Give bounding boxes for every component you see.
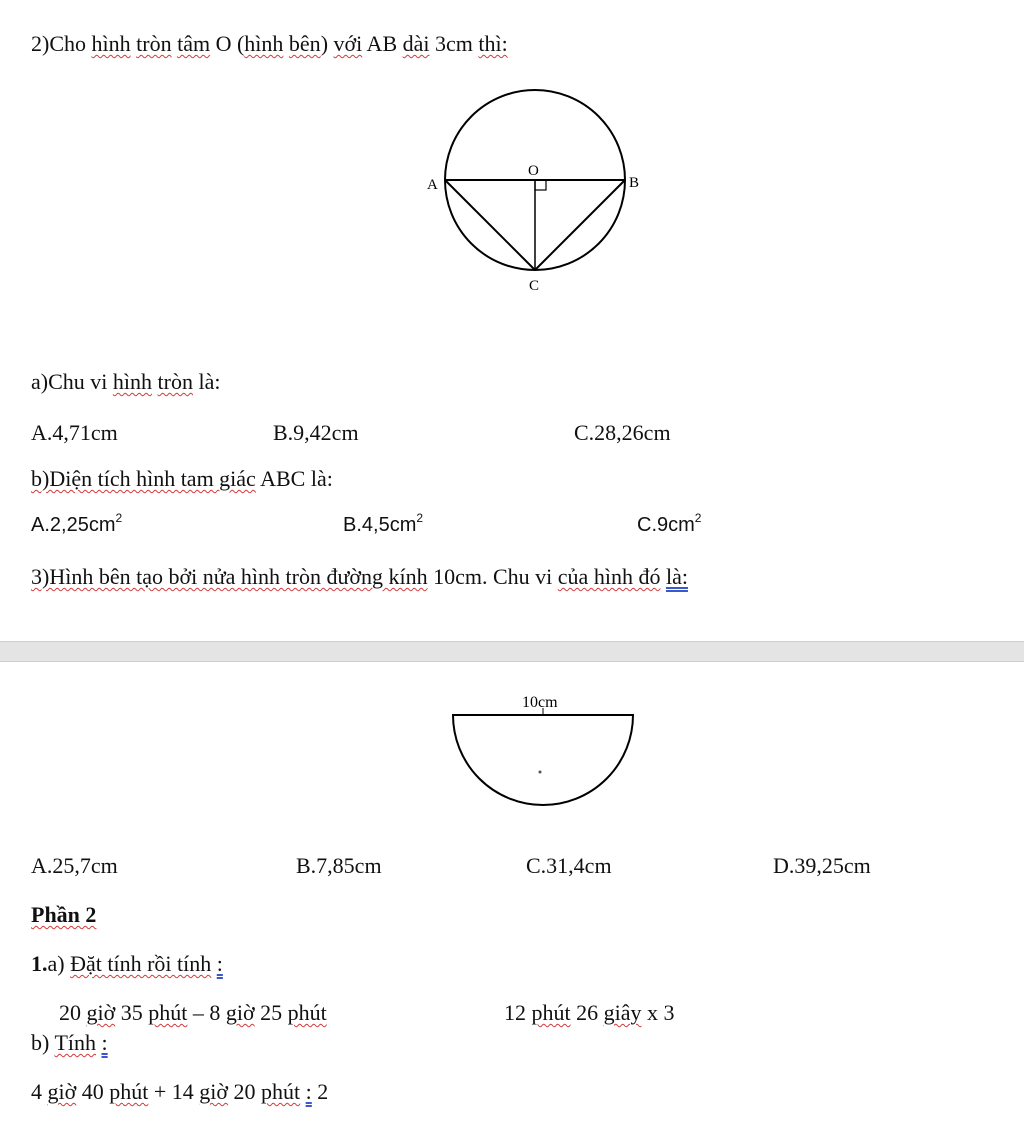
question-3-title [31, 566, 688, 588]
diameter-label: 10cm [522, 694, 558, 711]
option-2b-b[interactable] [343, 511, 424, 536]
text: giờ [199, 1079, 229, 1104]
label-b: B [629, 175, 640, 191]
option-3-b[interactable]: B.7,85cm [296, 853, 382, 878]
expression-1 [59, 1002, 327, 1024]
label-a: A [427, 177, 438, 193]
text: hình [244, 31, 284, 56]
text: 10cm. Chu vi [427, 564, 558, 589]
text: giây [603, 1000, 642, 1025]
center-dot [539, 771, 542, 774]
option-2b-a[interactable] [31, 511, 123, 536]
question-2a [31, 371, 220, 393]
text: hình [91, 31, 131, 56]
text: 2)Cho [31, 31, 92, 56]
part-2-question-1b [31, 1032, 108, 1054]
text: là: [192, 369, 221, 394]
option-2a-b[interactable]: B.9,42cm [273, 420, 359, 445]
text: 1. [31, 951, 48, 976]
text: 20 [59, 1000, 87, 1025]
part-2-question-1a [31, 953, 223, 975]
expression-2 [504, 1002, 675, 1024]
text: – 8 [187, 1000, 226, 1025]
superscript: 2 [694, 511, 702, 525]
text: O ( [210, 31, 245, 56]
text: x 3 [641, 1000, 675, 1025]
option-2a-a[interactable]: A.4,71cm [31, 420, 118, 445]
text: hình [112, 369, 153, 394]
text: 3cm [429, 31, 479, 56]
text: A.2,25cm [31, 514, 116, 536]
label-o: O [528, 163, 539, 179]
segment-bc [535, 180, 625, 270]
text: Tính [54, 1030, 96, 1055]
text: 4 [31, 1079, 48, 1104]
option-3-a[interactable]: A.25,7cm [31, 853, 118, 878]
text: C.9cm [637, 514, 695, 536]
text: với [333, 31, 363, 56]
superscript: 2 [115, 511, 123, 525]
text: thì: [478, 31, 508, 56]
text: ) [320, 31, 334, 56]
text: B.4,5cm [343, 514, 417, 536]
segment-ac [445, 180, 535, 270]
expression-3 [31, 1081, 328, 1103]
option-2a-c[interactable]: C.28,26cm [574, 420, 671, 445]
text: là: [665, 564, 688, 589]
text: Phần 2 [31, 902, 97, 927]
label-c: C [529, 278, 540, 294]
text: AB [362, 31, 403, 56]
text: b) [31, 1030, 55, 1055]
text: tròn [157, 369, 193, 394]
text: giờ [86, 1000, 116, 1025]
text: phút [261, 1079, 301, 1104]
text: b)Diện tích hình tam giác [31, 466, 256, 491]
text: : [216, 951, 223, 976]
text: giờ [47, 1079, 77, 1104]
text: ABC là: [255, 466, 333, 491]
text: : [305, 1079, 312, 1104]
circle-figure [0, 0, 1024, 320]
text: tròn [136, 31, 172, 56]
text: tâm [177, 31, 211, 56]
text: giờ [225, 1000, 255, 1025]
option-3-c[interactable]: C.31,4cm [526, 853, 612, 878]
option-3-d[interactable]: D.39,25cm [773, 853, 871, 878]
text: phút [109, 1079, 149, 1104]
text: bên [288, 31, 321, 56]
semicircle-outline [453, 715, 633, 805]
text: 25 [254, 1000, 288, 1025]
text: : [101, 1030, 108, 1055]
page-break-divider [0, 641, 1024, 662]
text: Đặt tính rồi tính [70, 951, 212, 976]
text: 2 [311, 1079, 329, 1104]
text: của hình đó [557, 564, 661, 589]
text: + 14 [148, 1079, 200, 1104]
text: 35 [115, 1000, 149, 1025]
text: 12 [504, 1000, 532, 1025]
superscript: 2 [416, 511, 424, 525]
text: 26 [570, 1000, 604, 1025]
text: 20 [228, 1079, 262, 1104]
right-angle-mark [535, 180, 546, 190]
text: 40 [76, 1079, 110, 1104]
option-2b-c[interactable] [637, 511, 702, 536]
text: a)Chu vi [31, 369, 113, 394]
text: phút [531, 1000, 571, 1025]
semicircle-figure [0, 680, 1024, 880]
text: phút [148, 1000, 188, 1025]
text: dài [402, 31, 430, 56]
text: a) [47, 951, 71, 976]
text: 3)Hình bên tạo bởi nửa hình tròn đường kính [31, 564, 428, 589]
text: phút [287, 1000, 327, 1025]
part-2-heading [31, 904, 96, 926]
question-2b [31, 468, 333, 490]
